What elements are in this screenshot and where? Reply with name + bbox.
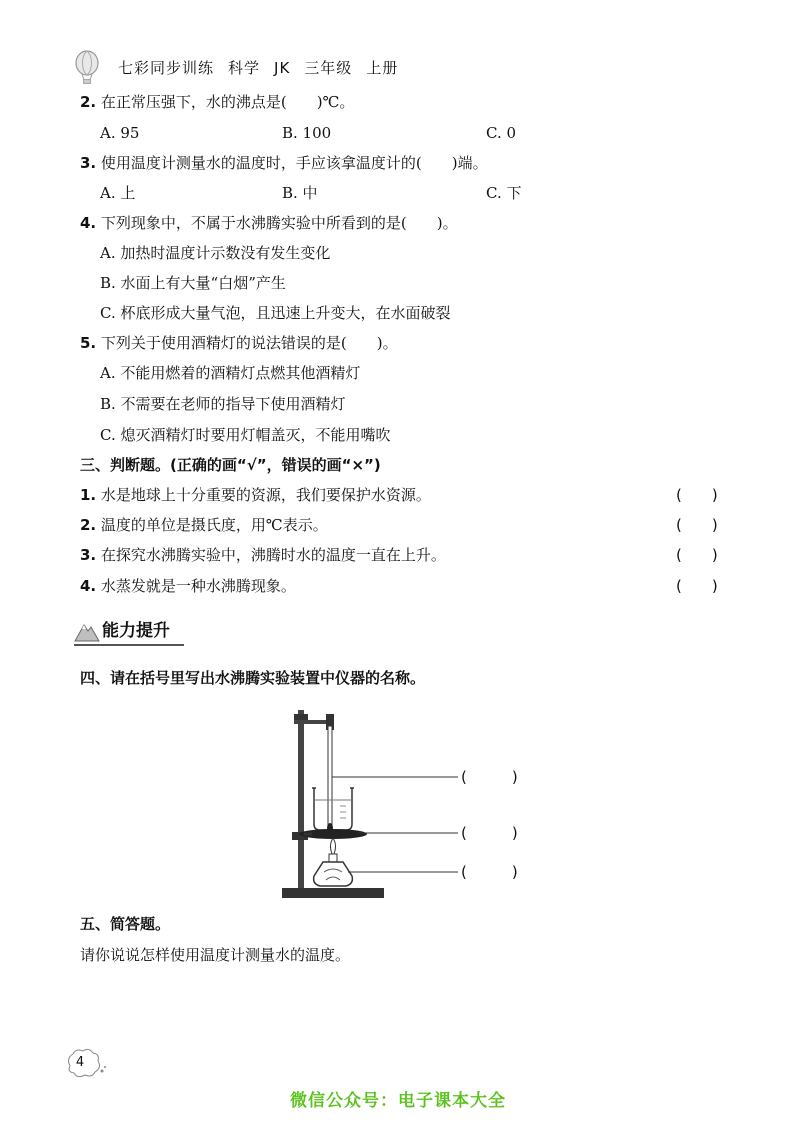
question-number: 3. — [80, 154, 97, 172]
header-volume: 上册 — [366, 59, 399, 77]
judgment-text: 水是地球上十分重要的资源，我们要保护水资源。 — [100, 486, 431, 504]
judgment-text: 水蒸发就是一种水沸腾现象。 — [100, 577, 296, 595]
judgment-number: 2. — [80, 516, 97, 534]
answer-paren[interactable]: ( ) — [676, 516, 718, 534]
option-a: A. 95 — [100, 124, 140, 142]
question-3 — [80, 153, 488, 173]
header-series: 七彩同步训练 — [118, 59, 215, 77]
page-header — [118, 57, 412, 78]
option-b: B. 100 — [282, 124, 332, 142]
judgment-item — [80, 545, 446, 565]
option-c: C. 0 — [486, 124, 517, 142]
question-number: 2. — [80, 93, 97, 111]
hot-air-balloon-icon — [72, 50, 102, 84]
mountain-icon — [74, 620, 100, 642]
option-a: A. 上 — [100, 184, 136, 202]
judgment-number: 3. — [80, 546, 97, 564]
judgment-text: 温度的单位是摄氏度，用℃表示。 — [100, 516, 328, 534]
judgment-number: 4. — [80, 577, 97, 595]
option-c: C. 下 — [486, 184, 522, 202]
question-stem: 在正常压强下，水的沸点是( )℃。 — [100, 93, 355, 111]
judgment-item — [80, 485, 431, 505]
apparatus-label-lamp[interactable]: ( ) — [461, 863, 518, 881]
judgment-item — [80, 576, 296, 596]
question-stem: 下列现象中，不属于水沸腾实验中所看到的是( )。 — [100, 214, 458, 232]
header-edition: JK — [274, 59, 291, 77]
question-2 — [80, 92, 354, 112]
question-number: 4. — [80, 214, 97, 232]
header-grade: 三年级 — [304, 59, 353, 77]
option-c: C. 杯底形成大量气泡，且迅速上升变大，在水面破裂 — [100, 304, 451, 322]
option-a: A. 加热时温度计示数没有发生变化 — [100, 244, 331, 262]
section5-question: 请你说说怎样使用温度计测量水的温度。 — [80, 946, 351, 964]
question-5 — [80, 333, 398, 353]
answer-paren[interactable]: ( ) — [676, 486, 718, 504]
watermark: 微信公众号：电子课本大全 — [290, 1091, 506, 1111]
judgment-item — [80, 515, 328, 535]
section-underline — [74, 644, 184, 646]
judgment-text: 在探究水沸腾实验中，沸腾时水的温度一直在上升。 — [100, 546, 446, 564]
judgment-number: 1. — [80, 486, 97, 504]
question-4 — [80, 213, 458, 233]
judgment-title: 三、判断题。 — [80, 456, 171, 474]
option-a: A. 不能用燃着的酒精灯点燃其他酒精灯 — [100, 364, 361, 382]
option-c: C. 熄灭酒精灯时要用灯帽盖灭，不能用嘴吹 — [100, 426, 391, 444]
answer-paren[interactable]: ( ) — [676, 577, 718, 595]
answer-paren[interactable]: ( ) — [676, 546, 718, 564]
judgment-heading — [80, 455, 381, 475]
question-stem: 使用温度计测量水的温度时，手应该拿温度计的( )端。 — [100, 154, 488, 172]
judgment-instruction: (正确的画“√”，错误的画“×”) — [170, 456, 381, 474]
page-number: 4 — [75, 1055, 85, 1070]
question-number: 5. — [80, 334, 97, 352]
section4-title: 四、请在括号里写出水沸腾实验装置中仪器的名称。 — [80, 669, 426, 687]
apparatus-label-thermometer[interactable]: ( ) — [461, 768, 518, 786]
option-b: B. 中 — [282, 184, 318, 202]
apparatus-label-gauze[interactable]: ( ) — [461, 824, 518, 842]
header-subject: 科学 — [228, 59, 261, 77]
option-b: B. 水面上有大量“白烟”产生 — [100, 274, 286, 292]
section-ability-title: 能力提升 — [102, 621, 170, 641]
option-b: B. 不需要在老师的指导下使用酒精灯 — [100, 395, 346, 413]
section5-title: 五、简答题。 — [80, 915, 171, 933]
question-stem: 下列关于使用酒精灯的说法错误的是( )。 — [100, 334, 398, 352]
